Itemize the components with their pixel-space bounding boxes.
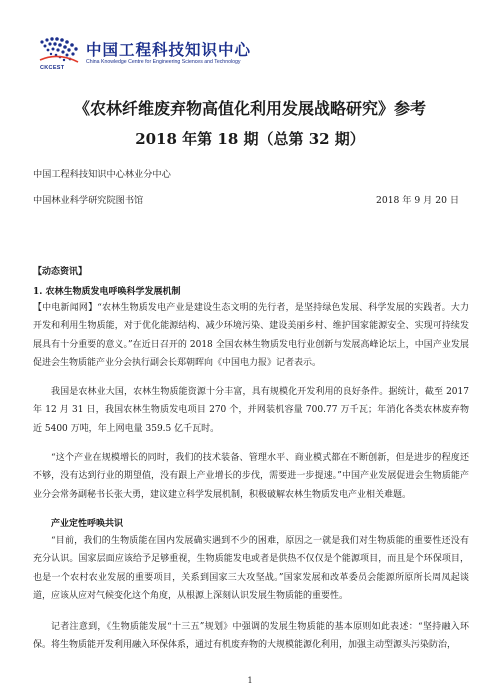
document-title: 《农林纤维废弃物高值化利用发展战略研究》参考: [73, 99, 426, 118]
paragraph-5: 记者注意到，《生物质能发展“十三五”规划》中强调的发展生物质能的基本原则如此表述：“坚持融入环保。将生物质能开发利用融入环保体系，通过有机废弃物的大规模能源化利用，加强主动型源头污染防治，: [33, 622, 469, 651]
source-center: 中国工程科技知识中心林业分中心: [33, 169, 171, 180]
paragraph-4: “目前，我们的生物质能在国内发展确实遇到不少的困难，原因之一就是我们对生物质能的重要性还没有充分认识。国家层面应该给予足够重视，生物质能发电或者是供热不仅仅是个能源项目，而且是个环保项目，也是一个农村农业发展的重要项目，关系到国家三大攻坚战。”国家发展和改革委员会能源所原所长周凤起谈道，应该从应对气候变化这个角度，从根源上深刻认识发展生物质能的重要性。: [33, 536, 469, 602]
page-number: 1: [247, 676, 253, 685]
source-library: 中国林业科学研究院图书馆: [33, 195, 144, 206]
org-name-en: China Knowledge Centre for Engineering Sciences and Technology: [86, 59, 241, 65]
org-abbr: CKCEST: [40, 65, 65, 71]
paragraph-3: “这个产业在规模增长的同时，我们的技术装备、管理水平、商业模式都在不断创新，但是进步的程度还不够，没有达到行业的期望值，没有跟上产业增长的步伐，需要进一步提速。”中国产业发展促进会生物质能产业分会常务副秘书长张大勇，建议建立科学发展机制，积极破解农林生物质发电产业相关难题。: [33, 453, 469, 500]
publish-date: 2018 年 9 月 20 日: [376, 195, 460, 206]
section-label: 【动态资讯】: [33, 267, 88, 277]
org-logo: [38, 34, 252, 74]
subheading: 产业定性呼唤共识: [51, 519, 124, 529]
paragraph-2: 我国是农林业大国，农林生物质能资源十分丰富，具有规模化开发利用的良好条件。据统计，截至 2017 年 12 月 31 日，我国农林生物质发电项目 270 个，并网装机容量 700.77 万千瓦；年消化各类农林废弃物近 5400 万吨，年上网电量 359.5 亿千瓦时。: [33, 387, 469, 434]
org-name-cn: 中国工程科技知识中心: [86, 41, 252, 59]
article-title: 1. 农林生物质发电呼唤科学发展机制: [33, 287, 181, 297]
issue-number: 2018 年第 18 期（总第 32 期）: [135, 130, 365, 148]
paragraph-1: 【中电新闻网】“农林生物质发电产业是建设生态文明的先行者，是坚持绿色发展、科学发展的实践者。大力开发和利用生物质能，对于优化能源结构、减少环境污染、建设美丽乡村、维护国家能源安全、实现可持续发展具有十分重要的意义。”在近日召开的 2018 全国农林生物质发电行业创新与发展高峰论坛上，中国产业发展促进会生物质能产业分会执行副会长郑朝晖向《中国电力报》记者表示。: [33, 303, 469, 369]
